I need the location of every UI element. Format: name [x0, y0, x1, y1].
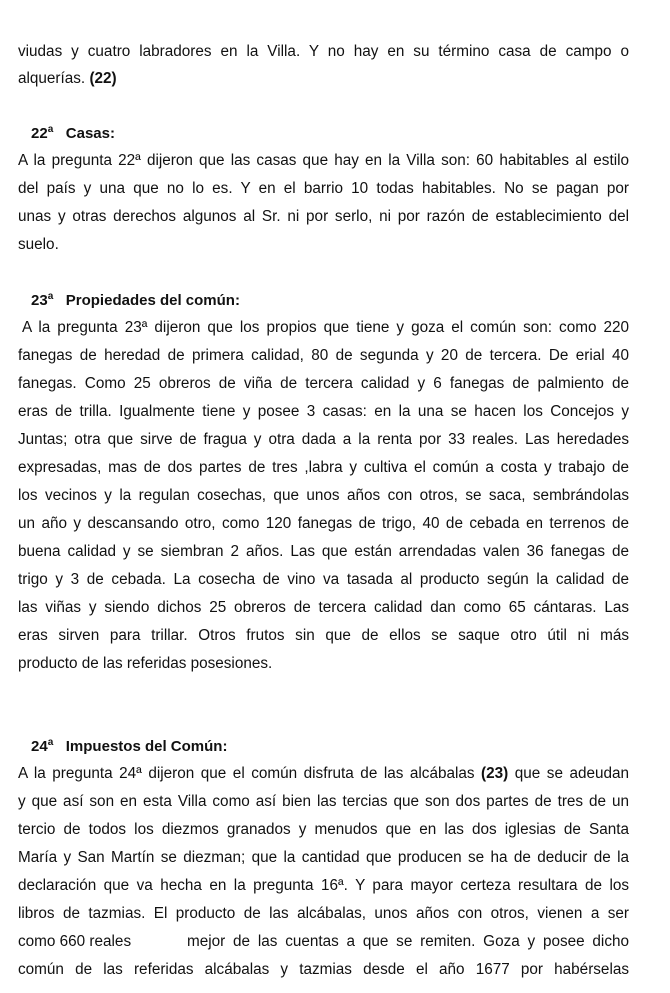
paragraph-line: del país y una que no lo es. Y en el barrio 10 todas habitables. No se pagan por — [18, 180, 629, 197]
paragraph-line: expresadas, mas de dos partes de tres ,labra y cultiva el común a costa y trabajo de — [18, 459, 629, 476]
paragraph-line: tercio de todos los diezmos granados y menudos que en las dos iglesias de Santa — [18, 821, 629, 838]
paragraph-line: trigo y 3 de cebada. La cosecha de vino va tasada al producto según la calidad de — [18, 571, 629, 588]
section-heading-22 — [31, 124, 642, 144]
paragraph-line: Juntas; otra que sirve de fragua y otra dada a la renta por 33 reales. Las heredades — [18, 431, 629, 448]
paragraph-line: los vecinos y la regulan cosechas, que unos años con otros, se saca, sembrándolas — [18, 487, 629, 504]
section-title: Propiedades del común: — [65, 292, 240, 309]
paragraph-line: eras de trilla. Igualmente tiene y posee 3 casas: en la una se hacen los Concejos y — [18, 403, 629, 420]
paragraph-line: un año y descansando otro, como 120 fanegas de trigo, 40 de cebada en terrenos de — [18, 515, 629, 532]
section-title: Casas: — [65, 125, 115, 142]
paragraph-line: suelo. — [18, 236, 59, 253]
footnote-ref: (22) — [89, 70, 117, 87]
paragraph-line: viudas y cuatro labradores en la Villa. Y no hay en su término casa de campo o — [18, 43, 629, 60]
section-ordinal: a — [47, 737, 54, 748]
paragraph-line: las viñas y siendo dichos 25 obreros de tercera calidad dan como 65 cántaras. Las — [18, 599, 629, 616]
paragraph-line: y que así son en esta Villa como así bien las tercias que son dos partes de tres de un — [18, 793, 629, 810]
paragraph-line: unas y otras derechos algunos al Sr. ni por serlo, ni por razón de establecimiento del — [18, 208, 629, 225]
paragraph-line: María y San Martín se diezman; que la cantidad que producen se ha de deducir de la — [18, 849, 629, 866]
section-heading-23 — [31, 291, 642, 311]
line-text: A la pregunta 24ª dijeron que el común disfruta de las alcábalas — [18, 765, 475, 782]
section-number: 23 — [31, 292, 48, 309]
paragraph-line — [18, 764, 629, 784]
section-title: Impuestos del Común: — [65, 738, 228, 755]
paragraph-line — [18, 69, 629, 89]
paragraph-line: fanegas de heredad de primera calidad, 80 de segunda y 20 de tercera. De erial 40 — [18, 347, 629, 364]
paragraph-line: declaración que va hecha en la pregunta 16ª. Y para mayor certeza resultara de los — [18, 877, 629, 894]
line-text: como 660 reales — [18, 933, 132, 950]
paragraph-line: A la pregunta 23ª dijeron que los propios que tiene y goza el común son: como 220 — [22, 319, 629, 336]
paragraph-line: eras sirven para trillar. Otros frutos sin que de ellos se saque otro útil ni más — [18, 627, 629, 644]
section-number: 22 — [31, 125, 48, 142]
section-ordinal: a — [47, 291, 54, 302]
line-text: mejor de las cuentas a que se remiten. Goza y posee dicho — [187, 933, 629, 950]
paragraph-line: buena calidad y se siembran 2 años. Las que están arrendadas valen 36 fanegas de — [18, 543, 629, 560]
paragraph-line — [18, 932, 629, 952]
paragraph-line: común de las referidas alcábalas y tazmias desde el año 1677 por habérselas — [18, 961, 629, 978]
paragraph-line: producto de las referidas posesiones. — [18, 655, 273, 672]
line-text: que se adeudan — [514, 765, 630, 782]
paragraph-line: libros de tazmias. El producto de las alcábalas, unos años con otros, vienen a ser — [18, 905, 629, 922]
section-heading-24 — [31, 737, 642, 757]
section-ordinal: a — [47, 124, 54, 135]
paragraph-line: fanegas. Como 25 obreros de viña de tercera calidad y 6 fanegas de palmiento de — [18, 375, 629, 392]
paragraph-line: A la pregunta 22ª dijeron que las casas que hay en la Villa son: 60 habitables al estilo — [18, 152, 629, 169]
section-number: 24 — [31, 738, 48, 755]
line-text: alquerías. — [18, 70, 86, 87]
footnote-ref: (23) — [481, 765, 509, 782]
